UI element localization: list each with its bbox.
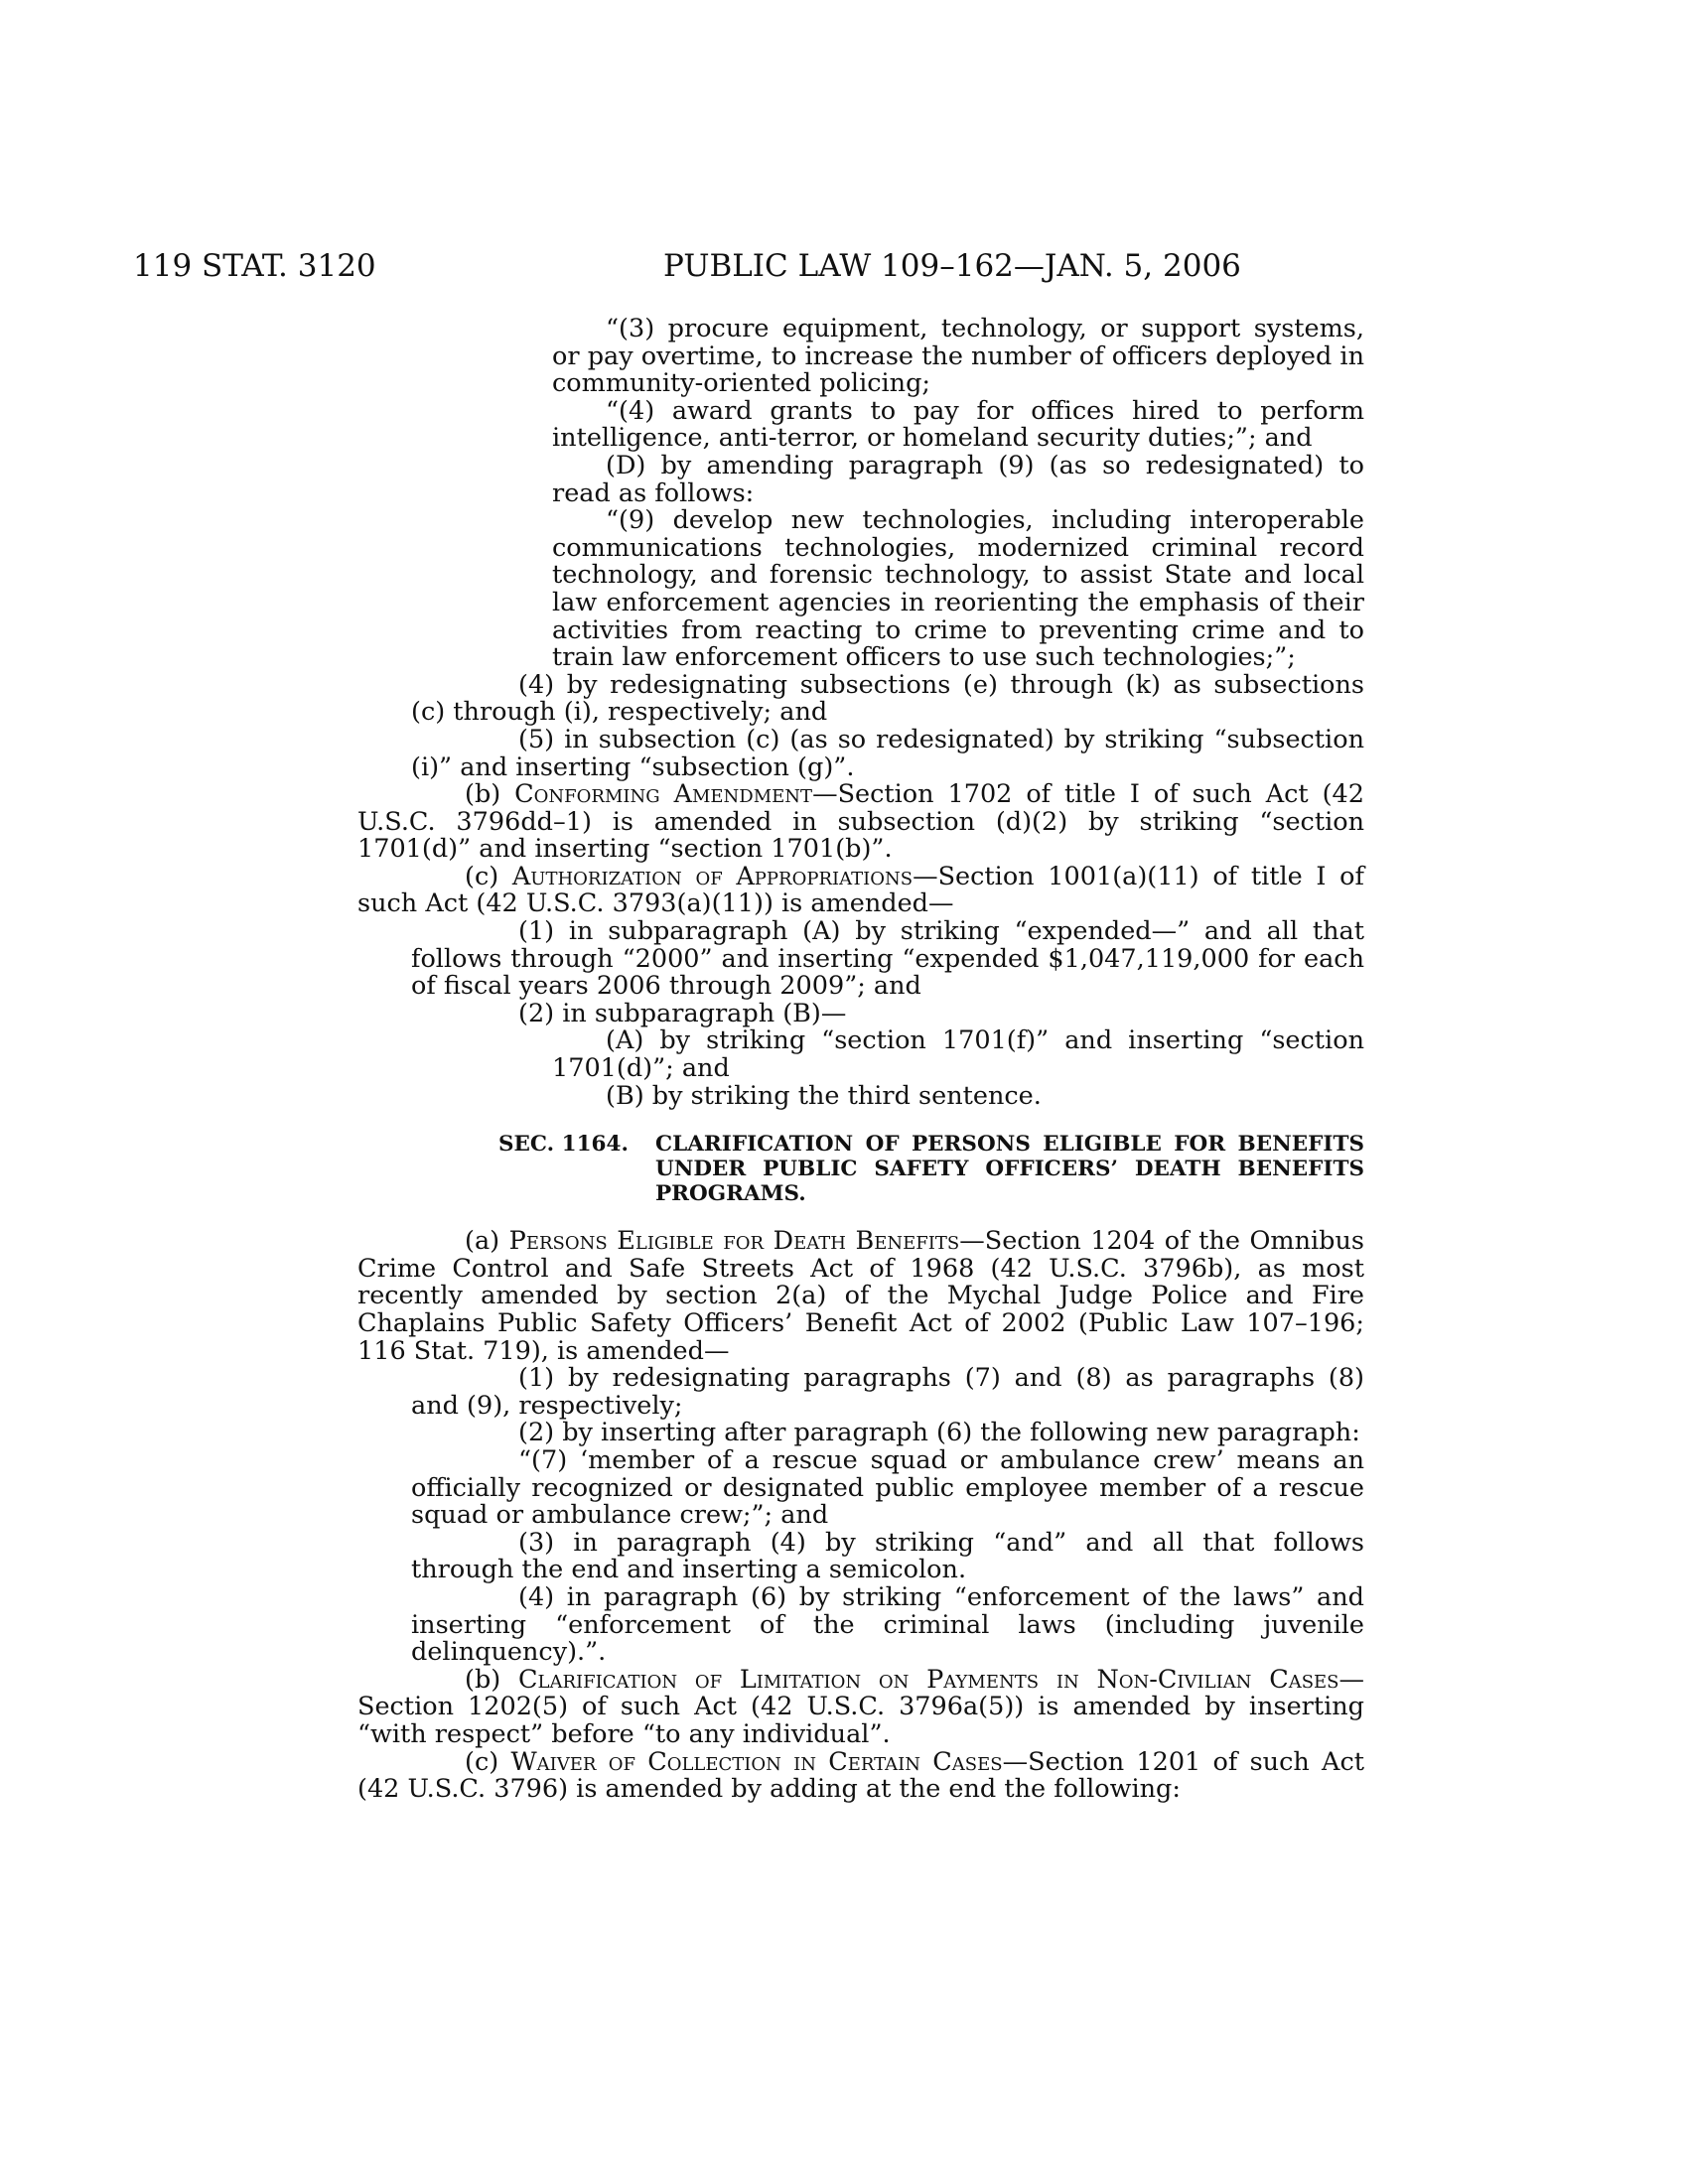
paragraph [357, 1746, 1364, 1805]
subsection-caption: Waiver of Collection in Certain Cases [510, 1746, 1003, 1777]
paragraph: “(7) ‘member of a rescue squad or ambulance crew’ means an officially recognized or designated public employee member of a rescue squad or ambulance crew;”; and [411, 1444, 1364, 1531]
paragraph: (5) in subsection (c) (as so redesignated) by striking “subsection (i)” and inserting “subsection (g)”. [411, 724, 1364, 782]
paragraph: “(3) procure equipment, technology, or support systems, or pay overtime, to increase the number of officers deployed in community-oriented policing; [552, 314, 1364, 399]
paragraph: (1) by redesignating paragraphs (7) and (8) as paragraphs (8) and (9), respectively; [411, 1363, 1364, 1421]
subsection-letter: (c) [465, 1746, 511, 1777]
subsection-text: —Section 1201 of such Act (42 U.S.C. 3796) is amended by adding at the end the following: [357, 1746, 1364, 1805]
paragraph: “(9) develop new technologies, including interoperable communications technologies, modernized criminal record technology, and forensic technology, to assist State and local law enforcement agencies in reorienting the emphasis of their activities from reacting to crime to preventing crime and to train law enforcement officers to use such technologies;”; [552, 505, 1364, 673]
document-body [357, 314, 1365, 1805]
paragraph: (B) by striking the third sentence. [606, 1080, 1042, 1111]
subsection-caption: Conforming Amendment [514, 779, 813, 810]
subsection-text: —Section 1204 of the Omnibus Crime Control and Safe Streets Act of 1968 (42 U.S.C. 3796b), as most recently amended by section 2(a) of the Mychal Judge Police and Fire Chaplains Public Safety Officers’ Benefit Act of 2002 (Public Law 107–196; 116 Stat. 719), is amended— [357, 1226, 1364, 1366]
paragraph: (2) by inserting after paragraph (6) the following new paragraph: [518, 1418, 1360, 1448]
paragraph: (A) by striking “section 1701(f)” and inserting “section 1701(d)”; and [552, 1025, 1364, 1084]
subsection-caption: Clarification of Limitation on Payments in Non-Civilian Cases [517, 1664, 1339, 1695]
paragraph [357, 781, 1364, 864]
text-block-1 [357, 314, 1364, 1111]
text-block-2 [357, 1226, 1365, 1805]
section-heading [498, 1132, 1364, 1206]
paragraph [357, 1228, 1364, 1365]
paragraph: (3) in paragraph (4) by striking “and” and all that follows through the end and inserting a semicolon. [411, 1527, 1364, 1585]
section-title: CLARIFICATION OF PERSONS ELIGIBLE FOR BENEFITS UNDER PUBLIC SAFETY OFFICERS’ DEATH BENEFITS PROGRAMS. [655, 1132, 1364, 1207]
paragraph: (D) by amending paragraph (9) (as so redesignated) to read as follows: [552, 450, 1364, 508]
running-head: PUBLIC LAW 109–162—JAN. 5, 2006 [663, 248, 1241, 284]
statute-reference: 119 STAT. 3120 [133, 248, 376, 284]
paragraph [357, 1664, 1365, 1749]
subsection-letter: (b) [465, 779, 515, 810]
subsection-caption: Persons Eligible for Death Benefits [508, 1226, 960, 1257]
subsection-letter: (c) [465, 861, 512, 891]
subsection-letter: (a) [465, 1226, 509, 1257]
paragraph: (1) in subparagraph (A) by striking “expended—” and all that follows through “2000” and inserting “expended $1,047,119,000 for each of fiscal years 2006 through 2009”; and [411, 916, 1364, 1002]
subsection-text: —Section 1001(a)(11) of title I of such Act (42 U.S.C. 3793(a)(11)) is amended— [357, 861, 1364, 919]
paragraph: (4) in paragraph (6) by striking “enforcement of the laws” and inserting “enforcement of the criminal laws (including juvenile delinquency).”. [411, 1581, 1364, 1668]
paragraph: “(4) award grants to pay for offices hired to perform intelligence, anti-terror, or homeland security duties;”; and [552, 395, 1364, 454]
subsection-text: —Section 1702 of title I of such Act (42 U.S.C. 3796dd–1) is amended in subsection (d)(2) by striking “section 1701(d)” and inserting “section 1701(b)”. [357, 779, 1364, 865]
subsection-letter: (b) [465, 1664, 518, 1695]
subsection-text: —Section 1202(5) of such Act (42 U.S.C. 3796a(5)) is amended by inserting “with respect” before “to any individual”. [357, 1664, 1365, 1749]
paragraph [357, 861, 1364, 919]
subsection-caption: Authorization of Appropriations [511, 861, 914, 891]
paragraph: (2) in subparagraph (B)— [518, 998, 847, 1028]
paragraph: (4) by redesignating subsections (e) through (k) as subsections (c) through (i), respectively; and [411, 669, 1364, 728]
section-number: SEC. 1164. [498, 1132, 629, 1158]
